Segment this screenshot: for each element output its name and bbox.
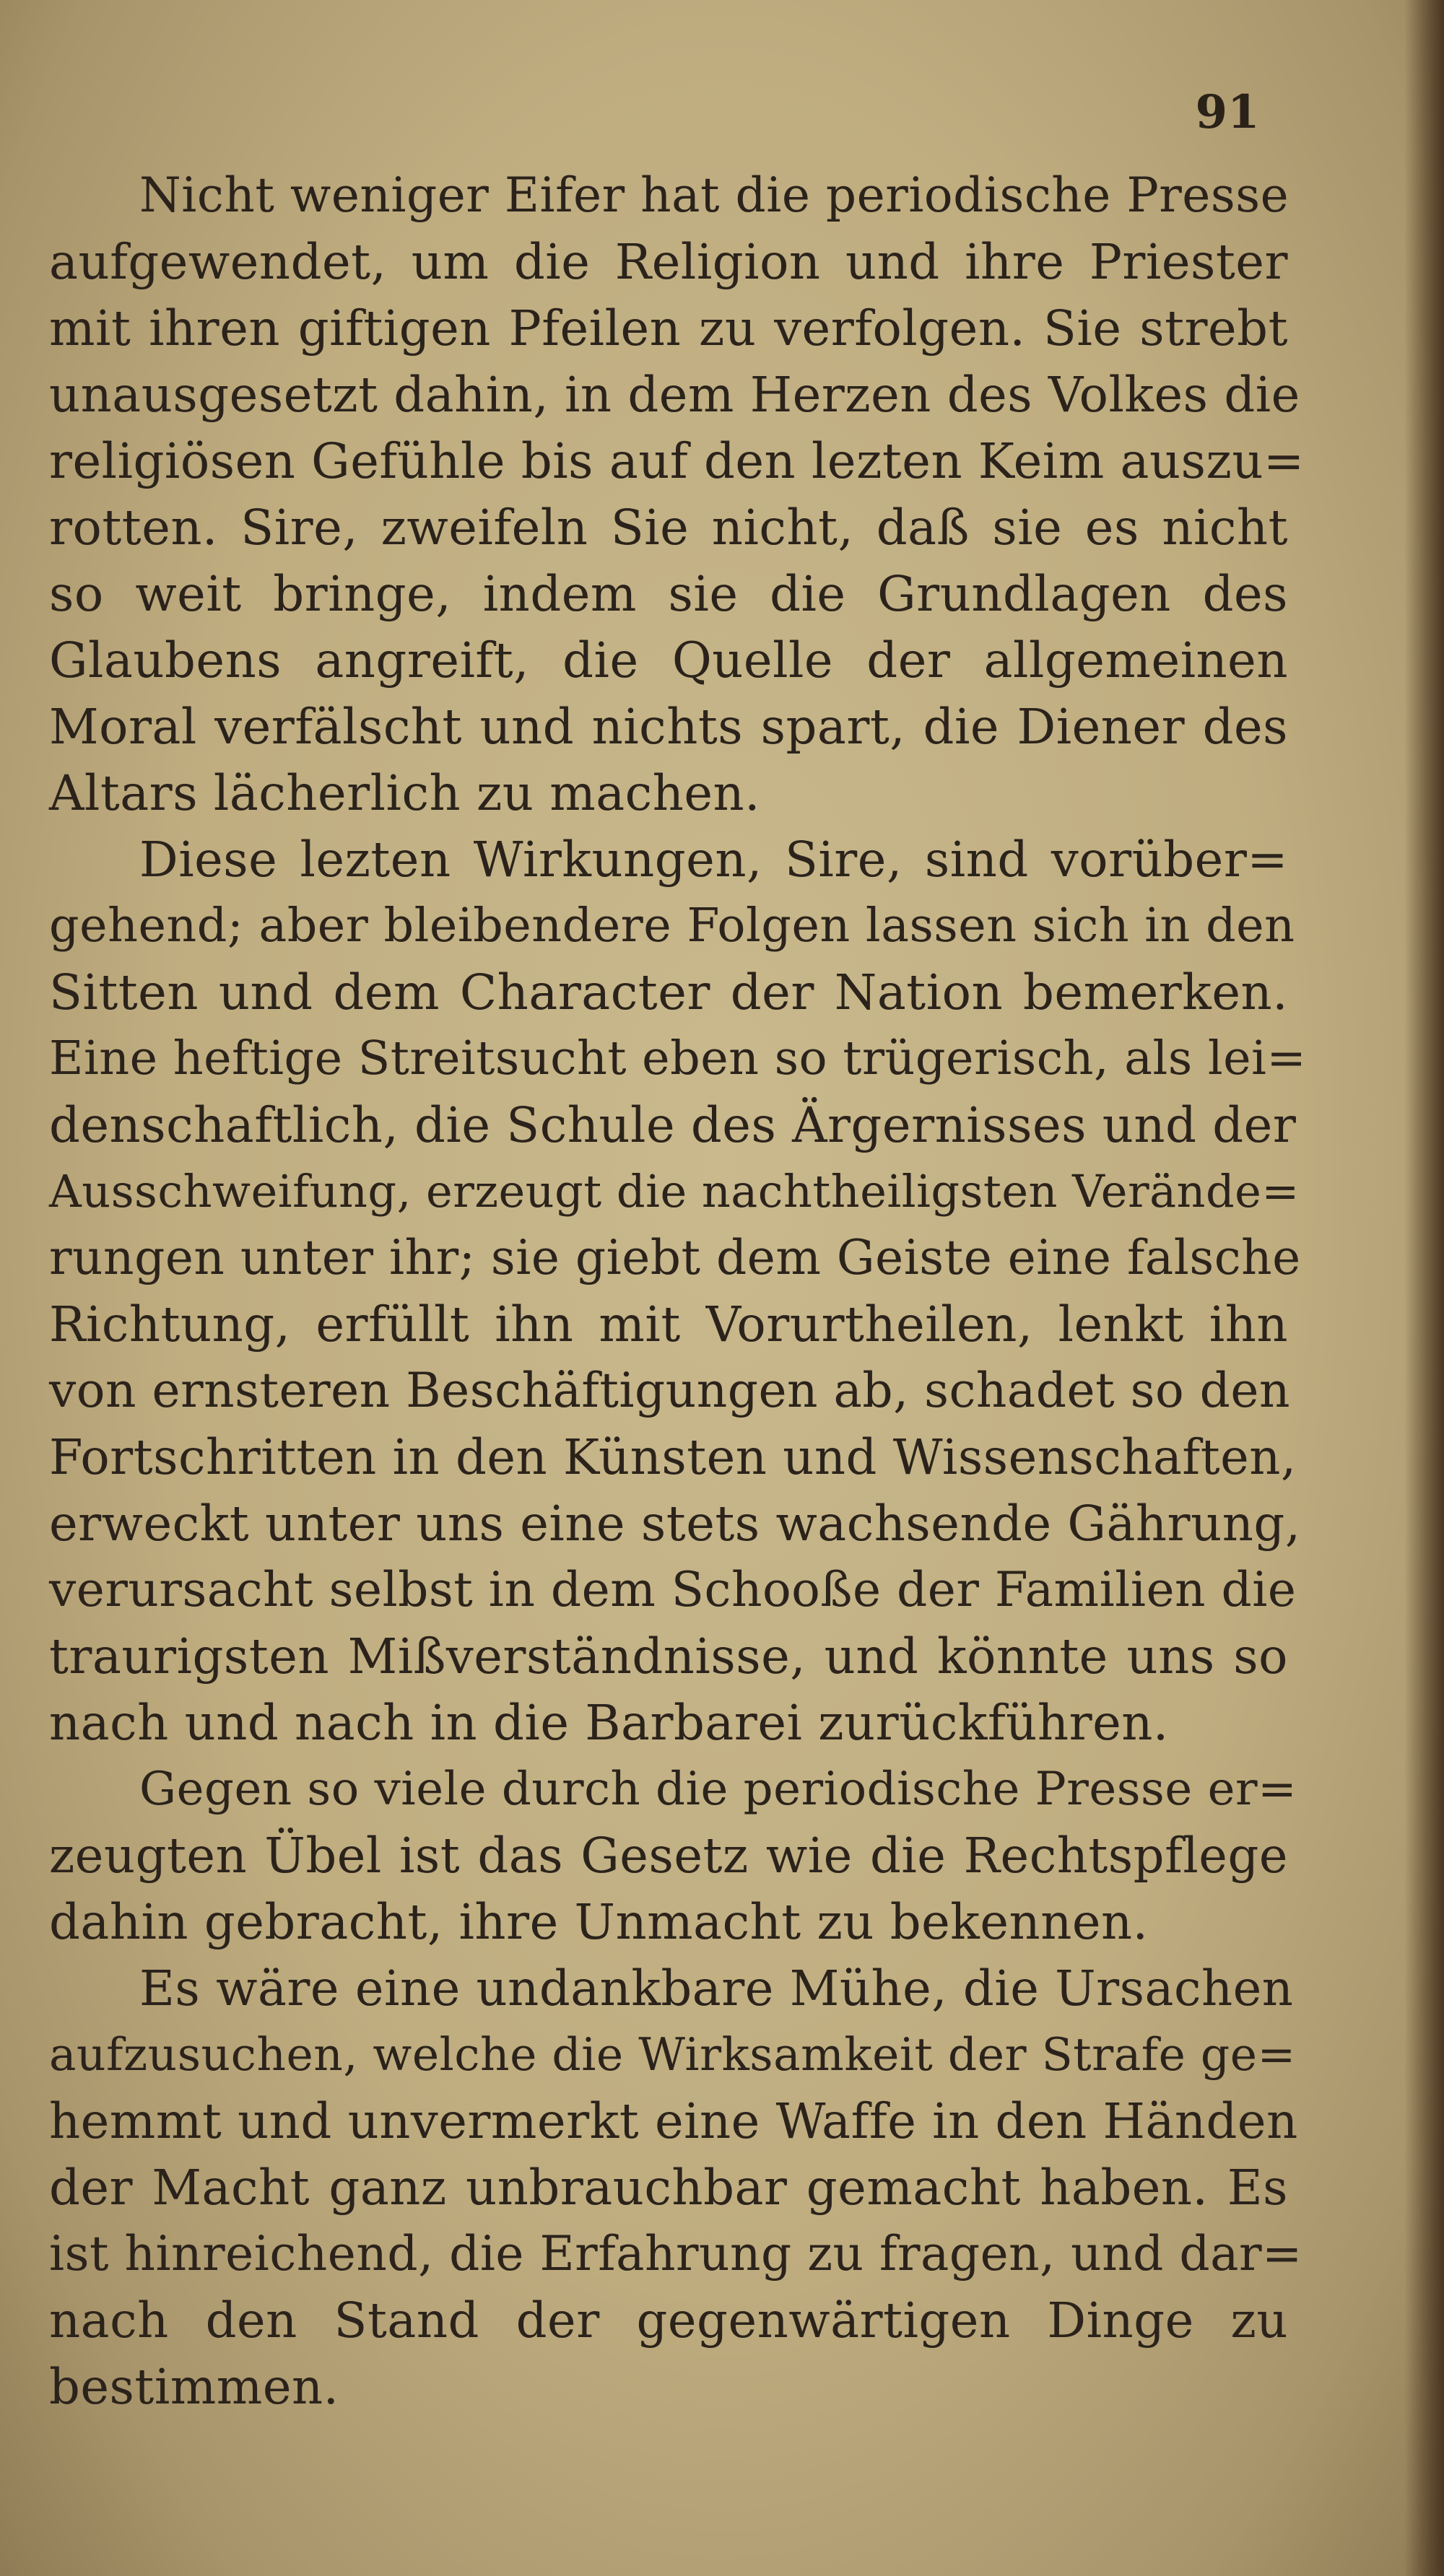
text-line: verursacht selbst in dem Schooße der Familien die	[49, 1562, 1297, 1617]
text-line: Diese lezten Wirkungen, Sire, sind vorüber=	[139, 831, 1288, 888]
text-line: unausgesetzt dahin, in dem Herzen des Volkes die	[49, 367, 1300, 423]
text-line: Glaubens angreift, die Quelle der allgemeinen	[49, 632, 1288, 689]
text-line: rotten. Sire, zweifeln Sie nicht, daß sie es nicht	[49, 499, 1288, 556]
text-line: mit ihren giftigen Pfeilen zu verfolgen. Sie strebt	[49, 300, 1288, 357]
text-line: gehend; aber bleibendere Folgen lassen sich in den	[49, 899, 1295, 953]
paragraph	[49, 162, 1305, 826]
text-line: nach den Stand der gegenwärtigen Dinge zu	[49, 2292, 1288, 2349]
page-spine-shadow	[1404, 0, 1444, 2576]
text-line: zeugten Übel ist das Gesetz wie die Rechtspflege	[49, 1828, 1288, 1884]
text-line: hemmt und unvermerkt eine Waffe in den Händen	[49, 2093, 1298, 2149]
page-number: 91	[1195, 85, 1260, 139]
text-line: Ausschweifung, erzeugt die nachtheiligsten Verände=	[49, 1165, 1300, 1218]
text-line: der Macht ganz unbrauchbar gemacht haben. Es	[49, 2160, 1288, 2216]
text-line: erweckt unter uns eine stets wachsende Gährung,	[49, 1496, 1301, 1552]
paragraph	[49, 826, 1307, 1756]
text-line: Altars lächerlich zu machen.	[49, 765, 760, 821]
text-line: von ernsteren Beschäftigungen ab, schadet so den	[49, 1363, 1290, 1418]
text-line: Sitten und dem Character der Nation bemerken.	[49, 964, 1288, 1021]
text-line: aufzusuchen, welche die Wirksamkeit der Strafe ge=	[49, 2028, 1296, 2081]
paragraph	[49, 1756, 1297, 1955]
text-line: Gegen so viele durch die periodische Presse er=	[139, 1763, 1297, 1816]
text-line: aufgewendet, um die Religion und ihre Priester	[49, 234, 1288, 290]
text-line: Eine heftige Streitsucht eben so trügerisch, als lei=	[49, 1031, 1307, 1086]
text-line: Es wäre eine undankbare Mühe, die Ursachen	[139, 1960, 1294, 2017]
body-text	[49, 162, 1307, 2420]
paragraph	[49, 1955, 1302, 2420]
text-line: rungen unter ihr; sie giebt dem Geiste eine falsche	[49, 1230, 1301, 1285]
text-line: denschaftlich, die Schule des Ärgernisses und der	[49, 1097, 1297, 1153]
text-line: so weit bringe, indem sie die Grundlagen des	[49, 566, 1288, 622]
text-line: traurigsten Mißverständnisse, und könnte uns so	[49, 1628, 1288, 1685]
text-line: Moral verfälscht und nichts spart, die Diener des	[49, 699, 1288, 755]
text-line: religiösen Gefühle bis auf den lezten Keim auszu=	[49, 433, 1305, 489]
text-line: Nicht weniger Eifer hat die periodische Presse	[139, 167, 1289, 223]
text-line: dahin gebracht, ihre Unmacht zu bekennen.	[49, 1894, 1149, 1950]
text-line: Fortschritten in den Künsten und Wissenschaften,	[49, 1429, 1297, 1485]
text-line: Richtung, erfüllt ihn mit Vorurtheilen, lenkt ihn	[49, 1296, 1288, 1353]
text-line: nach und nach in die Barbarei zurückführen.	[49, 1695, 1169, 1751]
text-line: bestimmen.	[49, 2359, 339, 2415]
text-line: ist hinreichend, die Erfahrung zu fragen, und dar=	[49, 2226, 1302, 2282]
